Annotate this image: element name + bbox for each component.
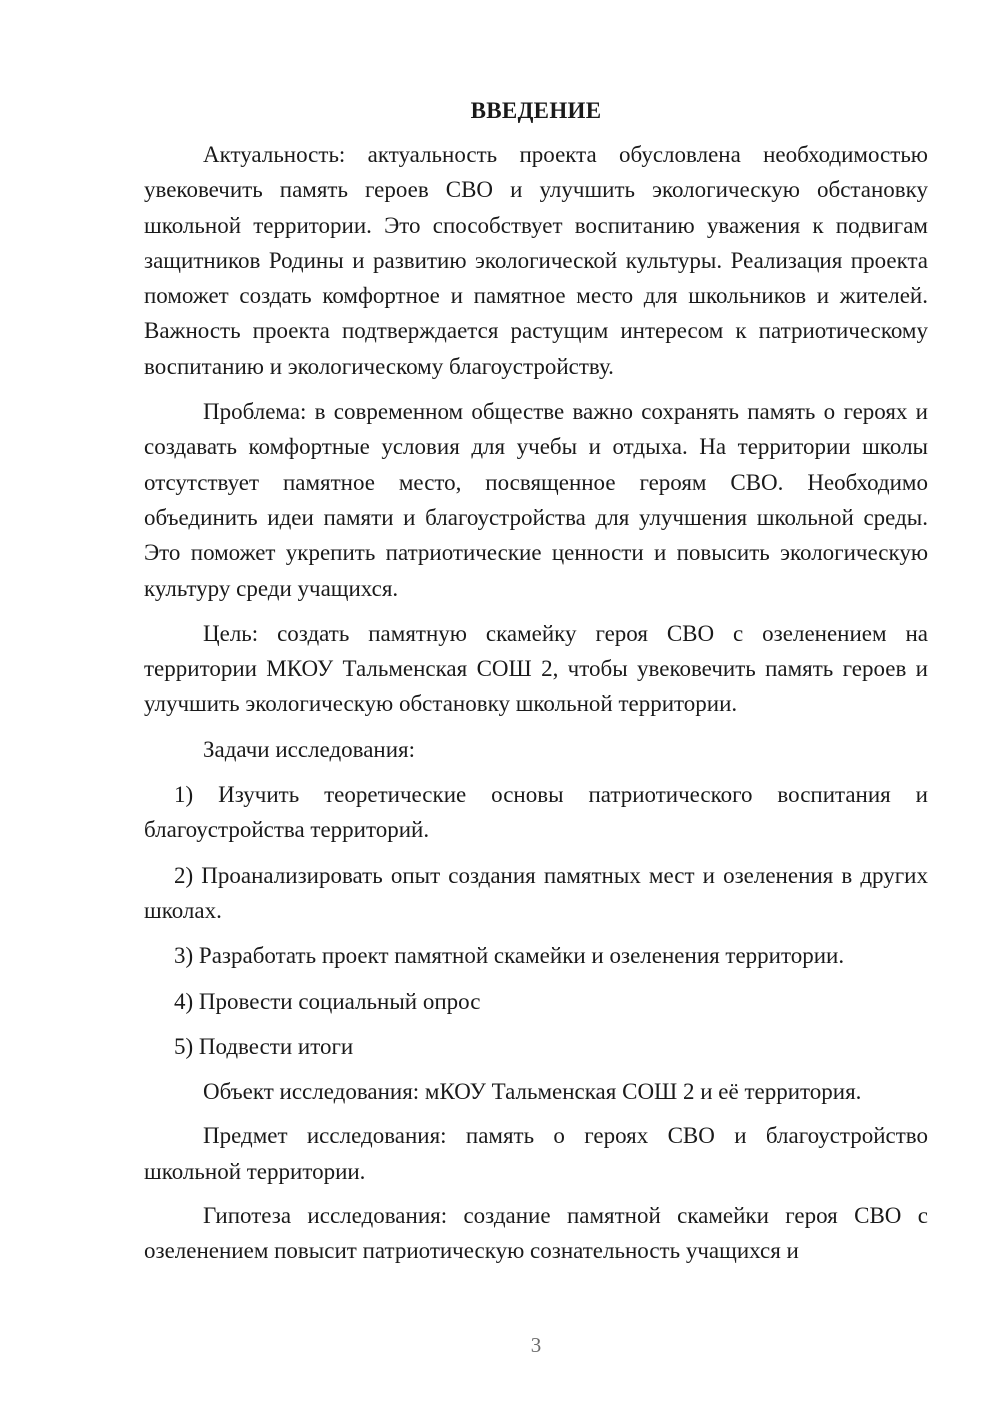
paragraph-problem: Проблема: в современном обществе важно сохранять память о героях и создавать комфортные условия для учебы и отдыха. На территории школы отсутствует памятное место, посвященное героям СВО. Необходимо объединить идеи памяти и благоустройства для улучшения школьной среды. Это поможет укрепить патриотические ценности и повысить экологическую культуру среди учащихся. [144,399,928,601]
task-item-5: 5) Подвести итоги [174,1033,354,1059]
paragraph-object: Объект исследования: мКОУ Тальменская СОШ 2 и её территория. [203,1079,862,1105]
task-item-3: 3) Разработать проект памятной скамейки и озеленения территории. [174,943,845,969]
paragraph-subject: Предмет исследования: память о героях СВО и благоустройство школьной территории. [144,1123,928,1184]
section-heading: ВВЕДЕНИЕ [470,98,602,123]
task-item-4: 4) Провести социальный опрос [174,988,481,1014]
paragraph-hypothesis: Гипотеза исследования: создание памятной скамейки героя СВО с озеленением повысит патриотическую сознательность учащихся и [144,1203,928,1264]
page-content [144,96,928,1279]
task-item-1: 1) Изучить теоретические основы патриотического воспитания и благоустройства территорий. [144,782,928,843]
paragraph-relevance: Актуальность: актуальность проекта обусловлена необходимостью увековечить память героев СВО и улучшить экологическую обстановку школьной территории. Это способствует воспитанию уважения к подвигам защитников Родины и развитию экологической культуры. Реализация проекта поможет создать комфортное и памятное место для школьников и жителей. Важность проекта подтверждается растущим интересом к патриотическому воспитанию и экологическому благоустройству. [144,142,928,379]
tasks-label: Задачи исследования: [203,736,416,762]
page-number: 3 [530,1333,542,1357]
paragraph-goal: Цель: создать памятную скамейку героя СВО с озеленением на территории МКОУ Тальменская СОШ 2, чтобы увековечить память героев и улучшить экологическую обстановку школьной территории. [144,620,928,717]
task-item-2: 2) Проанализировать опыт создания памятных мест и озеленения в других школах. [144,862,928,923]
